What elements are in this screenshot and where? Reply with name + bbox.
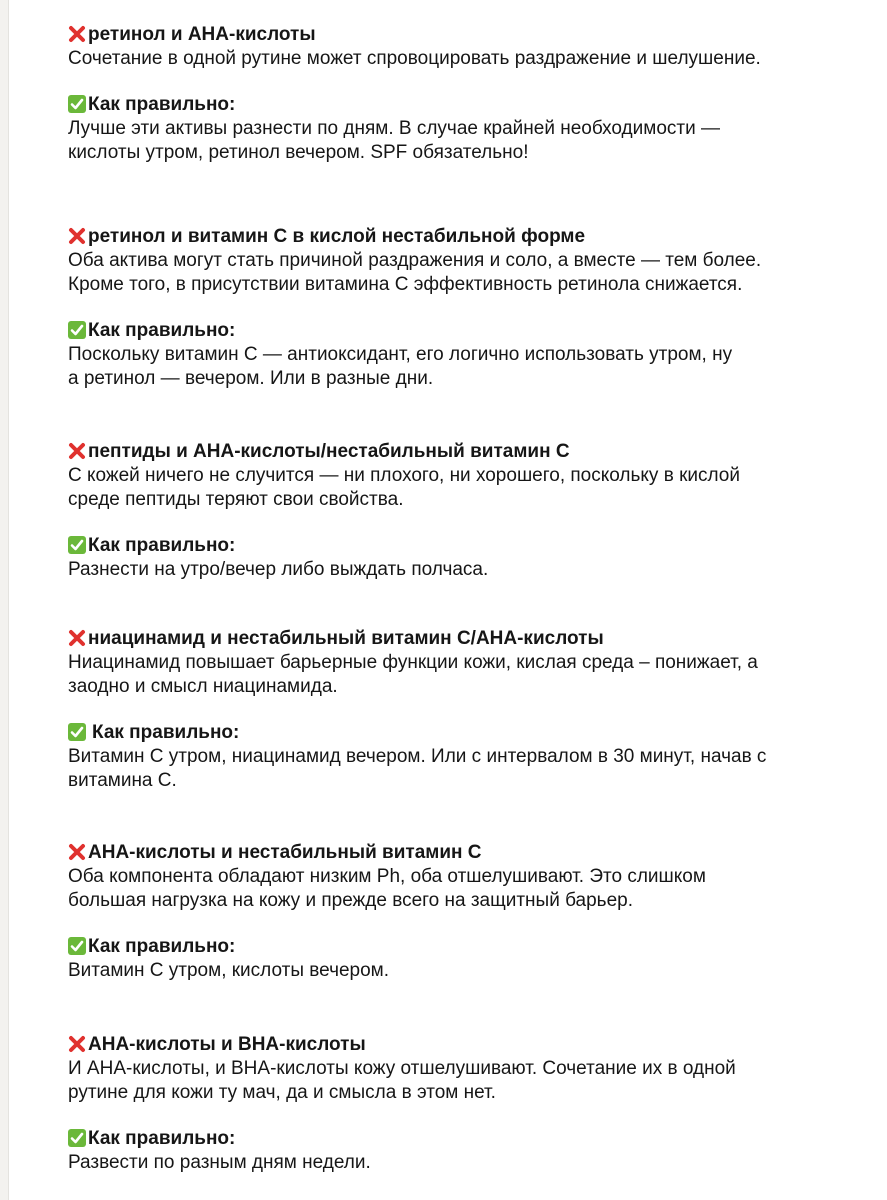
combination-section [68,440,868,582]
correct-way-heading [68,534,868,558]
bad-combination-title: пептиды и AHA-кислоты/нестабильный витамин С [88,441,570,462]
cross-mark-icon [68,1035,86,1053]
combination-section [68,627,868,793]
check-mark-icon [68,723,86,741]
bad-combination-heading [68,841,868,865]
combination-section [68,841,868,983]
page-left-edge [0,0,9,1200]
check-mark-icon [68,321,86,339]
bad-combination-title: AHA-кислоты и нестабильный витамин С [88,842,482,863]
correct-way-title: Как правильно: [88,94,236,115]
bad-combination-text: С кожей ничего не случится — ни плохого, ни хорошего, поскольку в кислой [68,465,740,486]
combination-section [68,23,868,165]
correct-way-text: а ретинол — вечером. Или в разные дни. [68,368,434,389]
bad-combination-title: ретинол и витамин С в кислой нестабильной форме [88,226,586,247]
bad-combination-heading [68,1033,868,1057]
bad-combination-heading [68,23,868,47]
correct-way-text: кислоты утром, ретинол вечером. SPF обязательно! [68,142,529,163]
correct-way-title: Как правильно: [88,936,236,957]
correct-way-heading [68,935,868,959]
correct-way-text: Поскольку витамин С — антиоксидант, его логично использовать утром, ну [68,344,733,365]
bad-combination-text: Сочетание в одной рутине может спровоцировать раздражение и шелушение. [68,48,761,69]
correct-way-heading [68,93,868,117]
bad-combination-text: Кроме того, в присутствии витамина С эффективность ретинола снижается. [68,274,743,295]
bad-combination-text: заодно и смысл ниацинамида. [68,676,338,697]
combination-section [68,225,868,391]
cross-mark-icon [68,25,86,43]
check-mark-icon [68,95,86,113]
bad-combination-title: ниацинамид и нестабильный витамин С/AHA-кислоты [88,628,604,649]
correct-way-title: Как правильно: [92,722,240,743]
bad-combination-text: Оба актива могут стать причиной раздражения и соло, а вместе — тем более. [68,250,762,271]
cross-mark-icon [68,442,86,460]
cross-mark-icon [68,227,86,245]
combination-section [68,1033,868,1175]
bad-combination-text: рутине для кожи ту мач, да и смысла в этом нет. [68,1082,496,1103]
bad-combination-text: большая нагрузка на кожу и прежде всего на защитный барьер. [68,890,633,911]
correct-way-text: Лучше эти активы разнести по дням. В случае крайней необходимости — [68,118,720,139]
check-mark-icon [68,1129,86,1147]
correct-way-heading [68,1127,868,1151]
correct-way-text: Витамин С утром, ниацинамид вечером. Или с интервалом в 30 минут, начав с [68,746,767,767]
cross-mark-icon [68,629,86,647]
bad-combination-heading [68,440,868,464]
correct-way-title: Как правильно: [88,535,236,556]
correct-way-heading [68,319,868,343]
bad-combination-text: Оба компонента обладают низким Ph, оба отшелушивают. Это слишком [68,866,706,887]
check-mark-icon [68,536,86,554]
correct-way-text: витамина С. [68,770,177,791]
bad-combination-text: Ниацинамид повышает барьерные функции кожи, кислая среда – понижает, а [68,652,758,673]
bad-combination-text: среде пептиды теряют свои свойства. [68,489,404,510]
bad-combination-title: AHA-кислоты и BHA-кислоты [88,1034,366,1055]
bad-combination-heading [68,225,868,249]
correct-way-text: Витамин С утром, кислоты вечером. [68,960,390,981]
correct-way-heading [68,721,868,745]
check-mark-icon [68,937,86,955]
correct-way-title: Как правильно: [88,320,236,341]
bad-combination-text: И AHA-кислоты, и BHA-кислоты кожу отшелушивают. Сочетание их в одной [68,1058,736,1079]
cross-mark-icon [68,843,86,861]
bad-combination-title: ретинол и AHA-кислоты [88,24,316,45]
correct-way-title: Как правильно: [88,1128,236,1149]
correct-way-text: Развести по разным дням недели. [68,1152,371,1173]
bad-combination-heading [68,627,868,651]
correct-way-text: Разнести на утро/вечер либо выждать полчаса. [68,559,489,580]
